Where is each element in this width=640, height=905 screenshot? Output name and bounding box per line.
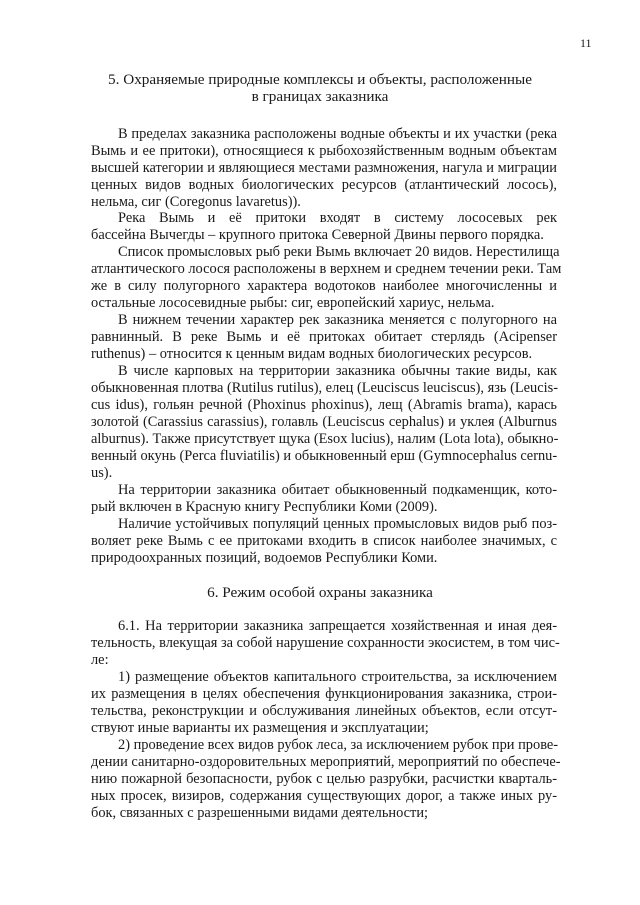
section-5-heading-line-2: в границах заказника xyxy=(251,88,389,105)
text-line: тельства, реконструкции и обслуживания линейных объектов, если отсут- xyxy=(91,703,557,719)
text-line: 2) проведение всех видов рубок леса, за исключением рубок при прове- xyxy=(118,737,559,753)
text-line: обыкновенная плотва (Rutilus rutilus), елец (Leuciscus leuciscus), язь (Leucis- xyxy=(91,380,559,396)
text-line: В нижнем течении характер рек заказника меняется с полугорного на xyxy=(118,312,557,328)
section-6-heading: 6. Режим особой охраны заказника xyxy=(207,584,433,601)
text-line: нельма, сиг (Coregonus lavaretus)). xyxy=(91,194,301,210)
text-line: Наличие устойчивых популяций ценных промысловых видов рыб поз- xyxy=(118,516,557,532)
text-line: нию пожарной безопасности, рубок с целью разрубки, расчистки кварталь- xyxy=(91,771,557,787)
text-line: золотой (Carassius carassius), голавль (Leuciscus cephalus) и уклея (Alburnus xyxy=(91,414,557,430)
text-line: 1) размещение объектов капитального строительства, за исключением xyxy=(118,669,557,685)
text-line: Река Вымь и её притоки входят в систему лососевых рек xyxy=(118,210,557,226)
text-line: равнинный. В реке Вымь и её притоках обитает стерлядь (Acipenser xyxy=(91,329,557,345)
text-line: же в силу полугорного характера водотоков наиболее многочисленны и xyxy=(91,278,557,294)
text-line: рый включен в Красную книгу Республики Коми (2009). xyxy=(91,499,438,515)
text-line: us). xyxy=(91,465,113,481)
text-line: ruthenus) – относится к ценным видам водных биологических ресурсов. xyxy=(91,346,533,362)
text-line: ле: xyxy=(91,652,109,668)
text-line: их размещения в целях обеспечения функционирования заказника, строи- xyxy=(91,686,557,702)
text-line: cus idus), гольян речной (Phoxinus phoxinus), лещ (Abramis brama), карась xyxy=(91,397,557,413)
text-line: 6.1. На территории заказника запрещается хозяйственная и иная дея- xyxy=(118,618,557,634)
text-line: ных просек, визиров, содержания существующих дорог, а также иных ру- xyxy=(91,788,557,804)
text-line: тельность, влекущая за собой нарушение сохранности экосистем, в том чис- xyxy=(91,635,560,651)
text-line: alburnus). Также присутствует щука (Esox lucius), налим (Lota lota), обыкно- xyxy=(91,431,559,447)
text-line: ценных видов водных биологических ресурсов (атлантический лосось), xyxy=(91,177,557,193)
text-line: В числе карповых на территории заказника обычны такие виды, как xyxy=(118,363,557,379)
text-line: В пределах заказника расположены водные объекты и их участки (река xyxy=(118,126,557,142)
text-line: воляет реке Вымь с ее притоками входить в список наиболее значимых, с xyxy=(91,533,557,549)
text-line: венный окунь (Perca fluviatilis) и обыкновенный ерш (Gymnocephalus cernu- xyxy=(91,448,558,464)
text-line: ствуют иные варианты их размещения и эксплуатации; xyxy=(91,720,429,736)
text-line: дении санитарно-оздоровительных мероприятий, мероприятий по обеспече- xyxy=(91,754,561,770)
text-line: природоохранных позиций, водоемов Республики Коми. xyxy=(91,550,438,566)
text-line: атлантического лосося расположены в верхнем и среднем течении реки. Там xyxy=(91,261,562,277)
section-5-heading-line-1: 5. Охраняемые природные комплексы и объекты, расположенные xyxy=(108,71,532,88)
text-line: бок, связанных с разрешенными видами деятельности; xyxy=(91,805,429,821)
text-line: высшей категории и являющиеся местами размножения, нагула и миграции xyxy=(91,160,557,176)
text-line: остальные лососевидные рыбы: сиг, европейский хариус, нельма. xyxy=(91,295,495,311)
text-line: Вымь и ее притоки), относящиеся к рыбохозяйственным водным объектам xyxy=(91,143,557,159)
text-line: Список промысловых рыб реки Вымь включает 20 видов. Нерестилища xyxy=(118,244,560,260)
section-5-heading xyxy=(0,71,640,105)
text-line: бассейна Вычегды – крупного притока Северной Двины первого порядка. xyxy=(91,227,544,243)
text-line: На территории заказника обитает обыкновенный подкаменщик, кото- xyxy=(118,482,557,498)
page-number: 11 xyxy=(580,36,592,50)
